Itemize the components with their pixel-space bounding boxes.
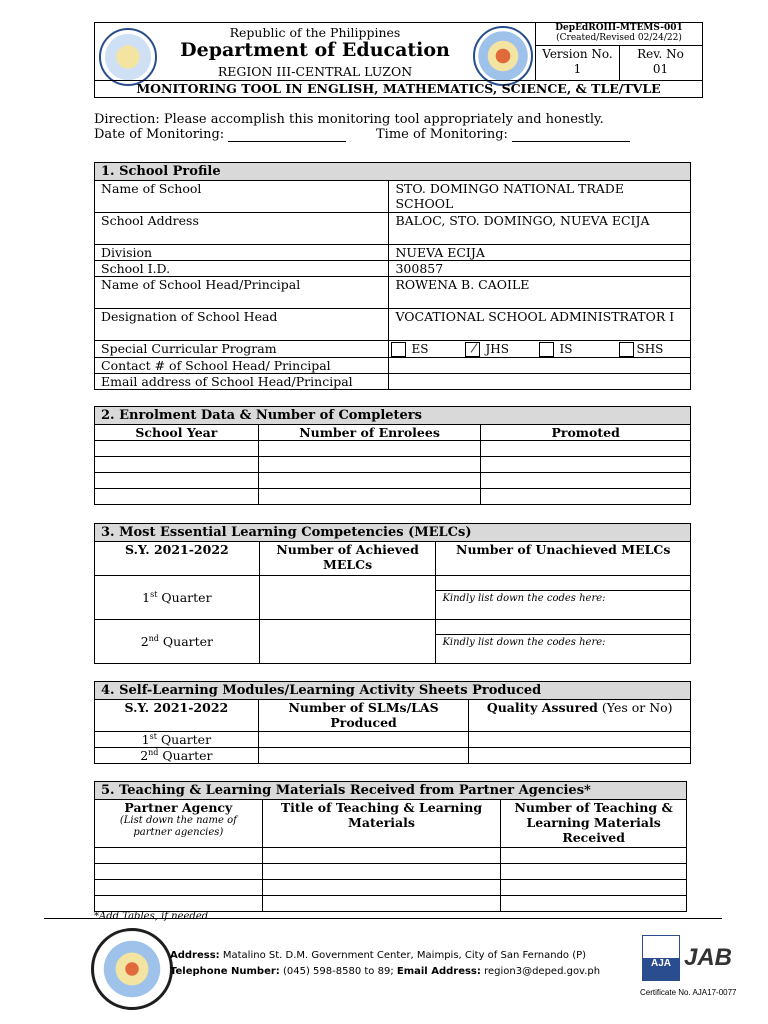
profile-value[interactable]: STO. DOMINGO NATIONAL TRADE SCHOOL (389, 181, 691, 213)
profile-label: School I.D. (95, 261, 389, 277)
time-input[interactable] (512, 127, 630, 142)
checkbox-shs[interactable] (619, 342, 634, 357)
profile-value[interactable]: BALOC, STO. DOMINGO, NUEVA ECIJA (389, 213, 691, 245)
date-row (94, 127, 346, 142)
melcs-table (94, 523, 691, 664)
add-tables-note: *Add Tables, if needed (94, 911, 209, 922)
republic-text: Republic of the Philippines (229, 25, 401, 40)
profile-label: Designation of School Head (95, 309, 389, 341)
header-partner: Partner Agency (List down the name of partner agencies) (95, 800, 263, 848)
header-enrolees: Number of Enrolees (258, 425, 481, 441)
header-unachieved: Number of Unachieved MELCs (436, 542, 691, 576)
section2-title: 2. Enrolment Data & Number of Completers (95, 407, 691, 425)
department-title: Department of Education (180, 39, 450, 61)
profile-label: Contact # of School Head/ Principal (95, 358, 389, 374)
deped-footer-seal-icon (91, 928, 173, 1010)
slm-table (94, 681, 691, 764)
deped-seal-left-icon (99, 28, 157, 86)
unachieved-q1[interactable] (436, 576, 691, 591)
profile-label: Division (95, 245, 389, 261)
profile-value[interactable]: NUEVA ECIJA (389, 245, 691, 261)
aja-logo: AJA (642, 935, 680, 981)
checkbox-es[interactable] (391, 342, 406, 357)
achieved-q1[interactable] (259, 576, 436, 620)
checkbox-jhs[interactable] (465, 342, 480, 357)
section1-title: 1. School Profile (95, 163, 691, 181)
date-input[interactable] (228, 127, 346, 142)
deped-seal-right-icon (473, 26, 533, 86)
email-link[interactable]: region3@deped.gov.ph (484, 966, 601, 977)
doc-code-box (535, 23, 702, 80)
profile-label: Name of School Head/Principal (95, 277, 389, 309)
codes-note-q1[interactable]: Kindly list down the codes here: (436, 591, 691, 620)
quarter-1-label: 1st Quarter (95, 576, 260, 620)
region-text: REGION III-CENTRAL LUZON (217, 64, 413, 79)
profile-value[interactable] (389, 374, 691, 390)
section5-title: 5. Teaching & Learning Materials Received from Partner Agencies* (95, 782, 687, 800)
table-row (95, 489, 691, 505)
header-slm: Number of SLMs/LAS Produced (258, 700, 469, 732)
rev-value: 01 (652, 62, 669, 76)
version-label: Version No. (542, 47, 613, 61)
table-row (95, 457, 691, 473)
header-school-year: School Year (95, 425, 259, 441)
version-value: 1 (573, 62, 582, 76)
profile-label: Email address of School Head/Principal (95, 374, 389, 390)
table-row (95, 864, 687, 880)
date-label: Date of Monitoring: (94, 127, 225, 142)
quarter-2-label: 2nd Quarter (95, 748, 259, 764)
header-sy: S.Y. 2021-2022 (95, 700, 259, 732)
profile-value[interactable]: VOCATIONAL SCHOOL ADMINISTRATOR I (389, 309, 691, 341)
partner-materials-table (94, 781, 687, 912)
footer-divider (44, 918, 722, 919)
header-promoted: Promoted (481, 425, 691, 441)
profile-value[interactable]: 300857 (389, 261, 691, 277)
table-row (95, 473, 691, 489)
unachieved-q2[interactable] (436, 620, 691, 635)
certificate-number: Certificate No. AJA17-0077 (640, 988, 737, 997)
profile-label: Name of School (95, 181, 389, 213)
profile-label: School Address (95, 213, 389, 245)
table-row (95, 880, 687, 896)
achieved-q2[interactable] (259, 620, 436, 664)
section4-title: 4. Self-Learning Modules/Learning Activity Sheets Produced (95, 682, 691, 700)
enrolment-table (94, 406, 691, 505)
school-profile-table (94, 162, 691, 390)
header-box (94, 22, 703, 98)
header-quality: Quality Assured (Yes or No) (469, 700, 691, 732)
rev-label: Rev. No (637, 47, 684, 61)
quarter-1-label: 1st Quarter (95, 732, 259, 748)
profile-label: Special Curricular Program (95, 341, 389, 358)
table-row (95, 848, 687, 864)
profile-value[interactable]: ROWENA B. CAOILE (389, 277, 691, 309)
section3-title: 3. Most Essential Learning Competencies (MELCs) (95, 524, 691, 542)
time-label: Time of Monitoring: (376, 127, 508, 142)
table-row (95, 441, 691, 457)
table-row (95, 896, 687, 912)
profile-value[interactable] (389, 358, 691, 374)
header-achieved: Number of Achieved MELCs (259, 542, 436, 576)
time-row (376, 127, 630, 142)
doc-revised: (Created/Revised 02/24/22) (556, 33, 682, 43)
header-sy: S.Y. 2021-2022 (95, 542, 260, 576)
direction-text: Direction: Please accomplish this monitoring tool appropriately and honestly. (94, 112, 604, 127)
footer-contact: Telephone Number: (045) 598-8580 to 89; Email Address: region3@deped.gov.ph (170, 966, 601, 977)
doc-code: DepEdROIII-MTEMS-001 (555, 23, 683, 33)
tool-title: MONITORING TOOL IN ENGLISH, MATHEMATICS, SCIENCE, & TLE/TVLE (136, 81, 661, 96)
header-number: Number of Teaching & Learning Materials Received (501, 800, 687, 848)
quarter-2-label: 2nd Quarter (95, 620, 260, 664)
checkbox-is[interactable] (539, 342, 554, 357)
footer-address: Address: Matalino St. D.M. Government Center, Maimpis, City of San Fernando (P) (170, 950, 587, 961)
header-title: Title of Teaching & Learning Materials (262, 800, 501, 848)
program-options: ES JHS IS SHS (389, 341, 691, 358)
codes-note-q2[interactable]: Kindly list down the codes here: (436, 635, 691, 664)
jab-logo: JAB (684, 944, 733, 971)
